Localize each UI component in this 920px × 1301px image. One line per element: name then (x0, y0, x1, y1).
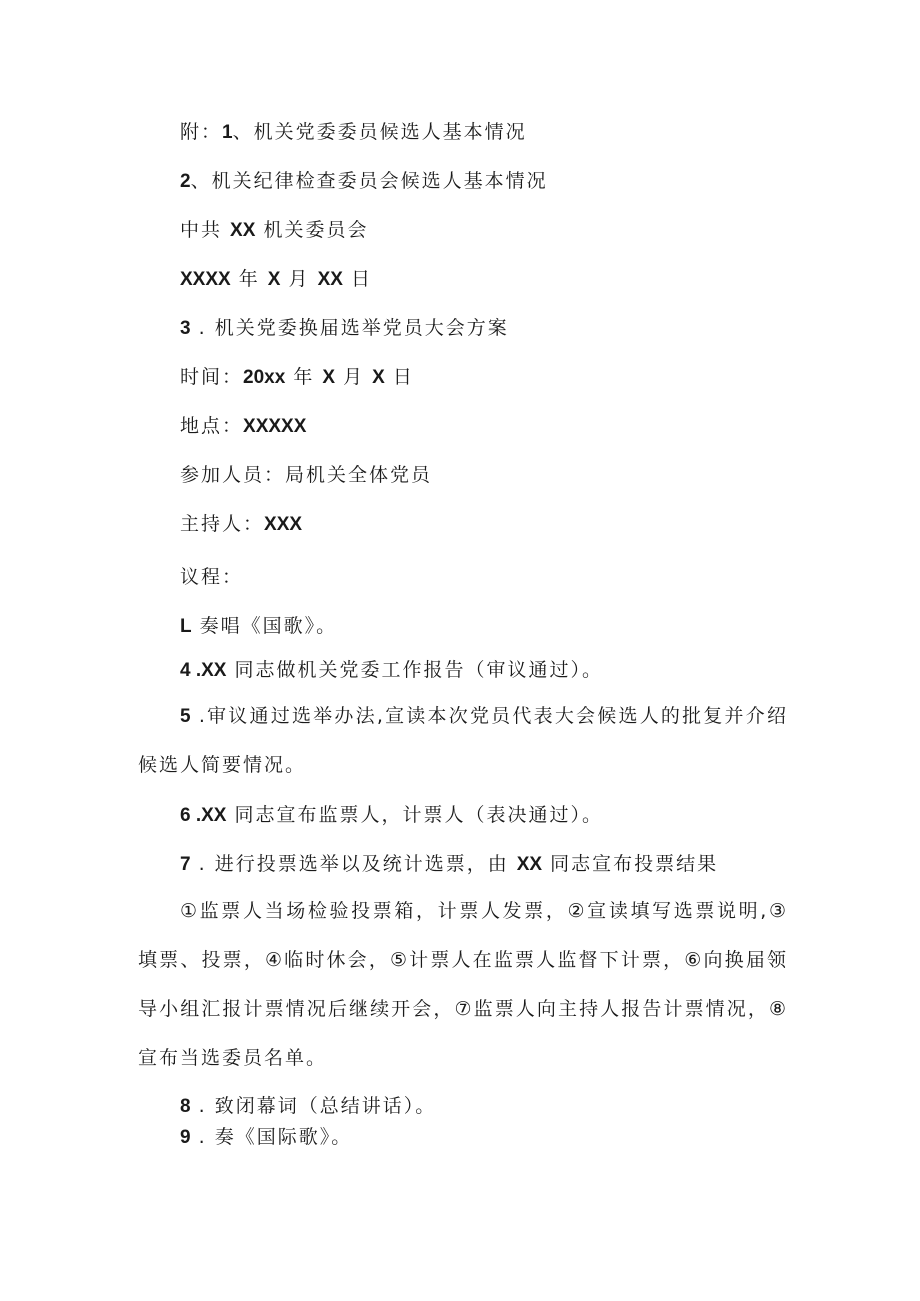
meeting-time: 时间：20xx 年 X 月 X 日 (180, 366, 414, 388)
voting-steps-paragraph: ①监票人当场检验投票箱，计票人发票，②宣读填写选票说明,③填票、投票，④临时休会，⑤计票人在监票人监督下计票，⑥向换届领导小组汇报计票情况后继续开会，⑦监票人向主持人报告计票情况，⑧宣布当选委员名单。 (138, 900, 788, 1069)
item-number: 2 (180, 171, 191, 192)
meeting-attendees: 参加人员：局机关全体党员 (180, 464, 433, 486)
meeting-location: 地点：XXXXX (180, 415, 307, 437)
agenda-item-6: 6 .XX 同志宣布监票人，计票人（表决通过）。 (180, 804, 604, 826)
attachment-prefix: 附： (180, 121, 223, 143)
agenda-item-9: 9 . 奏《国际歌》。 (180, 1126, 353, 1148)
signature-org: 中共 XX 机关委员会 (180, 219, 369, 241)
agenda-heading: 议程： (180, 566, 244, 588)
signature-date: XXXX 年 X 月 XX 日 (180, 268, 372, 290)
item-number: 1 (222, 122, 233, 143)
agenda-item-7: 7 . 进行投票选举以及统计选票，由 XX 同志宣布投票结果 (180, 853, 719, 875)
agenda-item-1: L 奏唱《国歌》。 (180, 615, 338, 637)
agenda-item-5: 5 .审议通过选举办法,宣读本次党员代表大会候选人的批复并介绍候选人简要情况。 (138, 705, 788, 776)
section-number: 3 (180, 318, 191, 339)
agenda-item-8: 8 . 致闭幕词（总结讲话）。 (180, 1095, 437, 1117)
section-title (180, 315, 509, 342)
section-title-text: . 机关党委换届选举党员大会方案 (190, 317, 509, 339)
item-text: 、机关纪律检查委员会候选人基本情况 (190, 170, 548, 192)
meeting-host: 主持人：XXX (180, 513, 303, 535)
attachment-line-2 (180, 168, 548, 195)
attachment-line-1 (180, 119, 527, 146)
item-text: 、机关党委委员候选人基本情况 (232, 121, 527, 143)
agenda-item-4: 4 .XX 同志做机关党委工作报告（审议通过）。 (180, 659, 604, 681)
